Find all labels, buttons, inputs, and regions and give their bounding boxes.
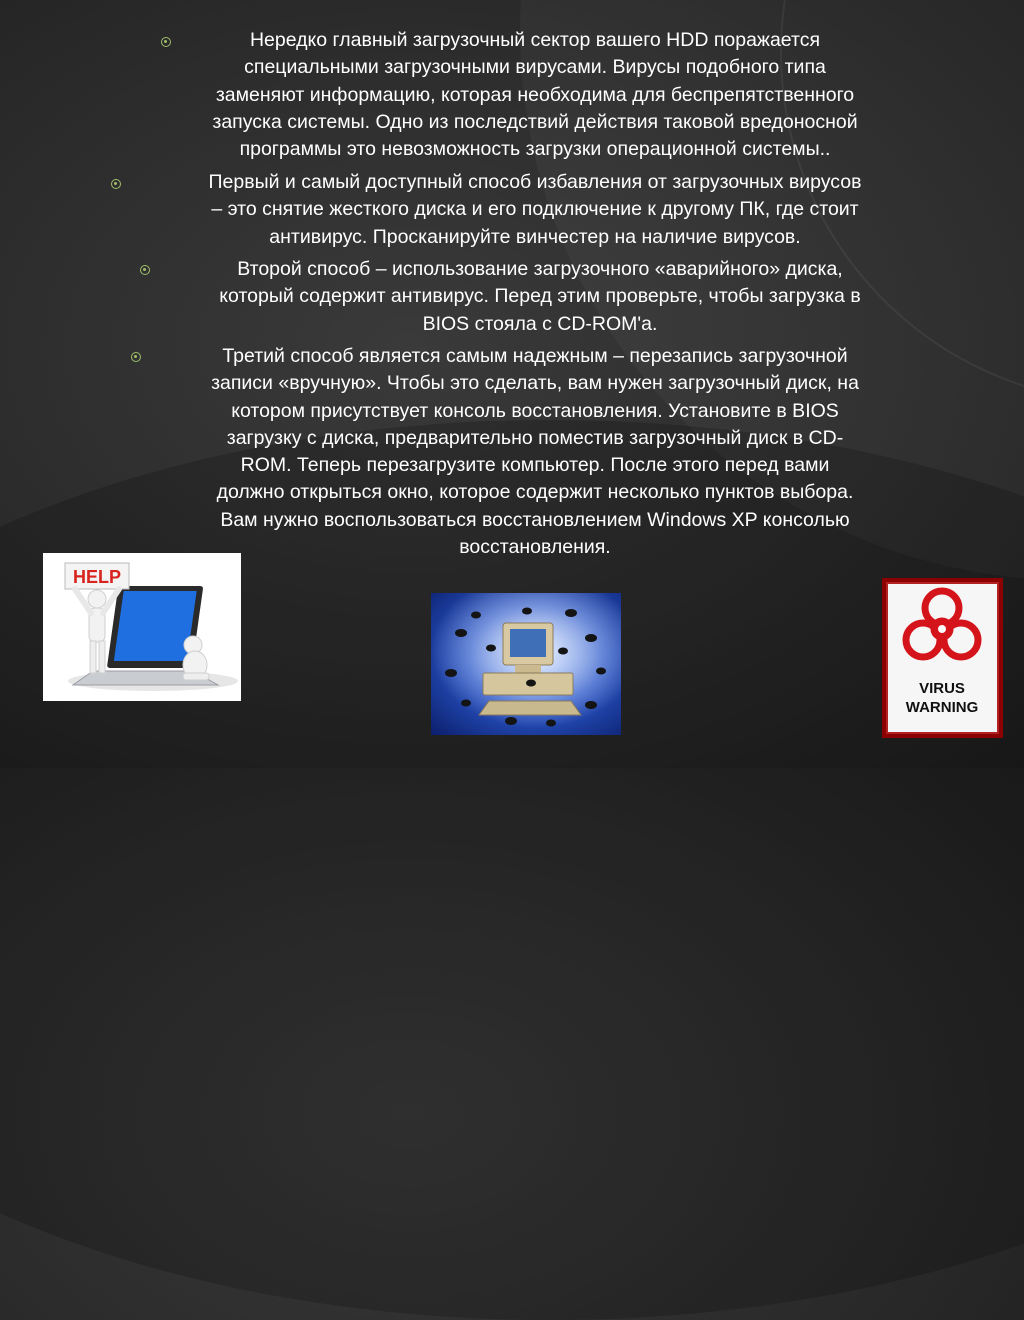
help-sign-text: HELP xyxy=(72,567,122,587)
warning-text-line1: VIRUS xyxy=(919,680,965,697)
text-line: должно открыться окно, которое содержит несколько пунктов выбора. xyxy=(216,481,854,504)
help-laptop-image xyxy=(43,553,241,701)
text-line: Вам нужно воспользоваться восстановлением Windows XP консолью xyxy=(220,508,850,531)
text-line: – это снятие жесткого диска и его подключение к другому ПК, где стоит xyxy=(211,198,859,221)
text-line: Второй способ – использование загрузочного «аварийного» диска, xyxy=(237,258,843,280)
text-line: ROM. Теперь перезагрузите компьютер. После этого перед вами xyxy=(240,454,830,477)
text-line: антивирус. Просканируйте винчестер на наличие вирусов. xyxy=(269,225,801,248)
paragraph-1 xyxy=(150,27,920,163)
bullet-icon xyxy=(111,179,121,189)
text-line: восстановления. xyxy=(459,536,611,559)
paragraph-3 xyxy=(145,256,935,338)
text-line: заменяют информацию, которая необходима для беспрепятственного xyxy=(215,83,855,106)
text-line: Третий способ является самым надежным – перезапись загрузочной xyxy=(222,345,848,367)
virus-bugs-computer-image xyxy=(431,593,621,735)
text-line: Нередко главный загрузочный сектор вашего HDD поражается xyxy=(249,29,821,51)
paragraph-4 xyxy=(140,343,930,561)
text-line: специальными загрузочными вирусами. Вирусы подобного типа xyxy=(244,56,826,79)
virus-warning-image xyxy=(882,578,1003,738)
warning-text-line2: WARNING xyxy=(905,699,979,716)
text-line: Первый и самый доступный способ избавления от загрузочных вирусов xyxy=(208,171,862,193)
text-line: записи «вручную». Чтобы это сделать, вам нужен загрузочный диск, на xyxy=(211,372,859,395)
text-line: запуска системы. Одно из последствий действия таковой вредоносной xyxy=(212,110,858,133)
text-line: программы это невозможность загрузки операционной системы.. xyxy=(239,138,831,161)
text-line: который содержит антивирус. Перед этим проверьте, чтобы загрузка в xyxy=(219,285,861,308)
text-line: котором присутствует консоль восстановления. Установите в BIOS xyxy=(231,399,839,422)
text-line: BIOS стояла с CD-ROM'а. xyxy=(422,312,658,335)
paragraph-2 xyxy=(130,169,940,251)
text-line: загрузку с диска, предварительно поместив загрузочный диск в CD- xyxy=(226,426,844,449)
